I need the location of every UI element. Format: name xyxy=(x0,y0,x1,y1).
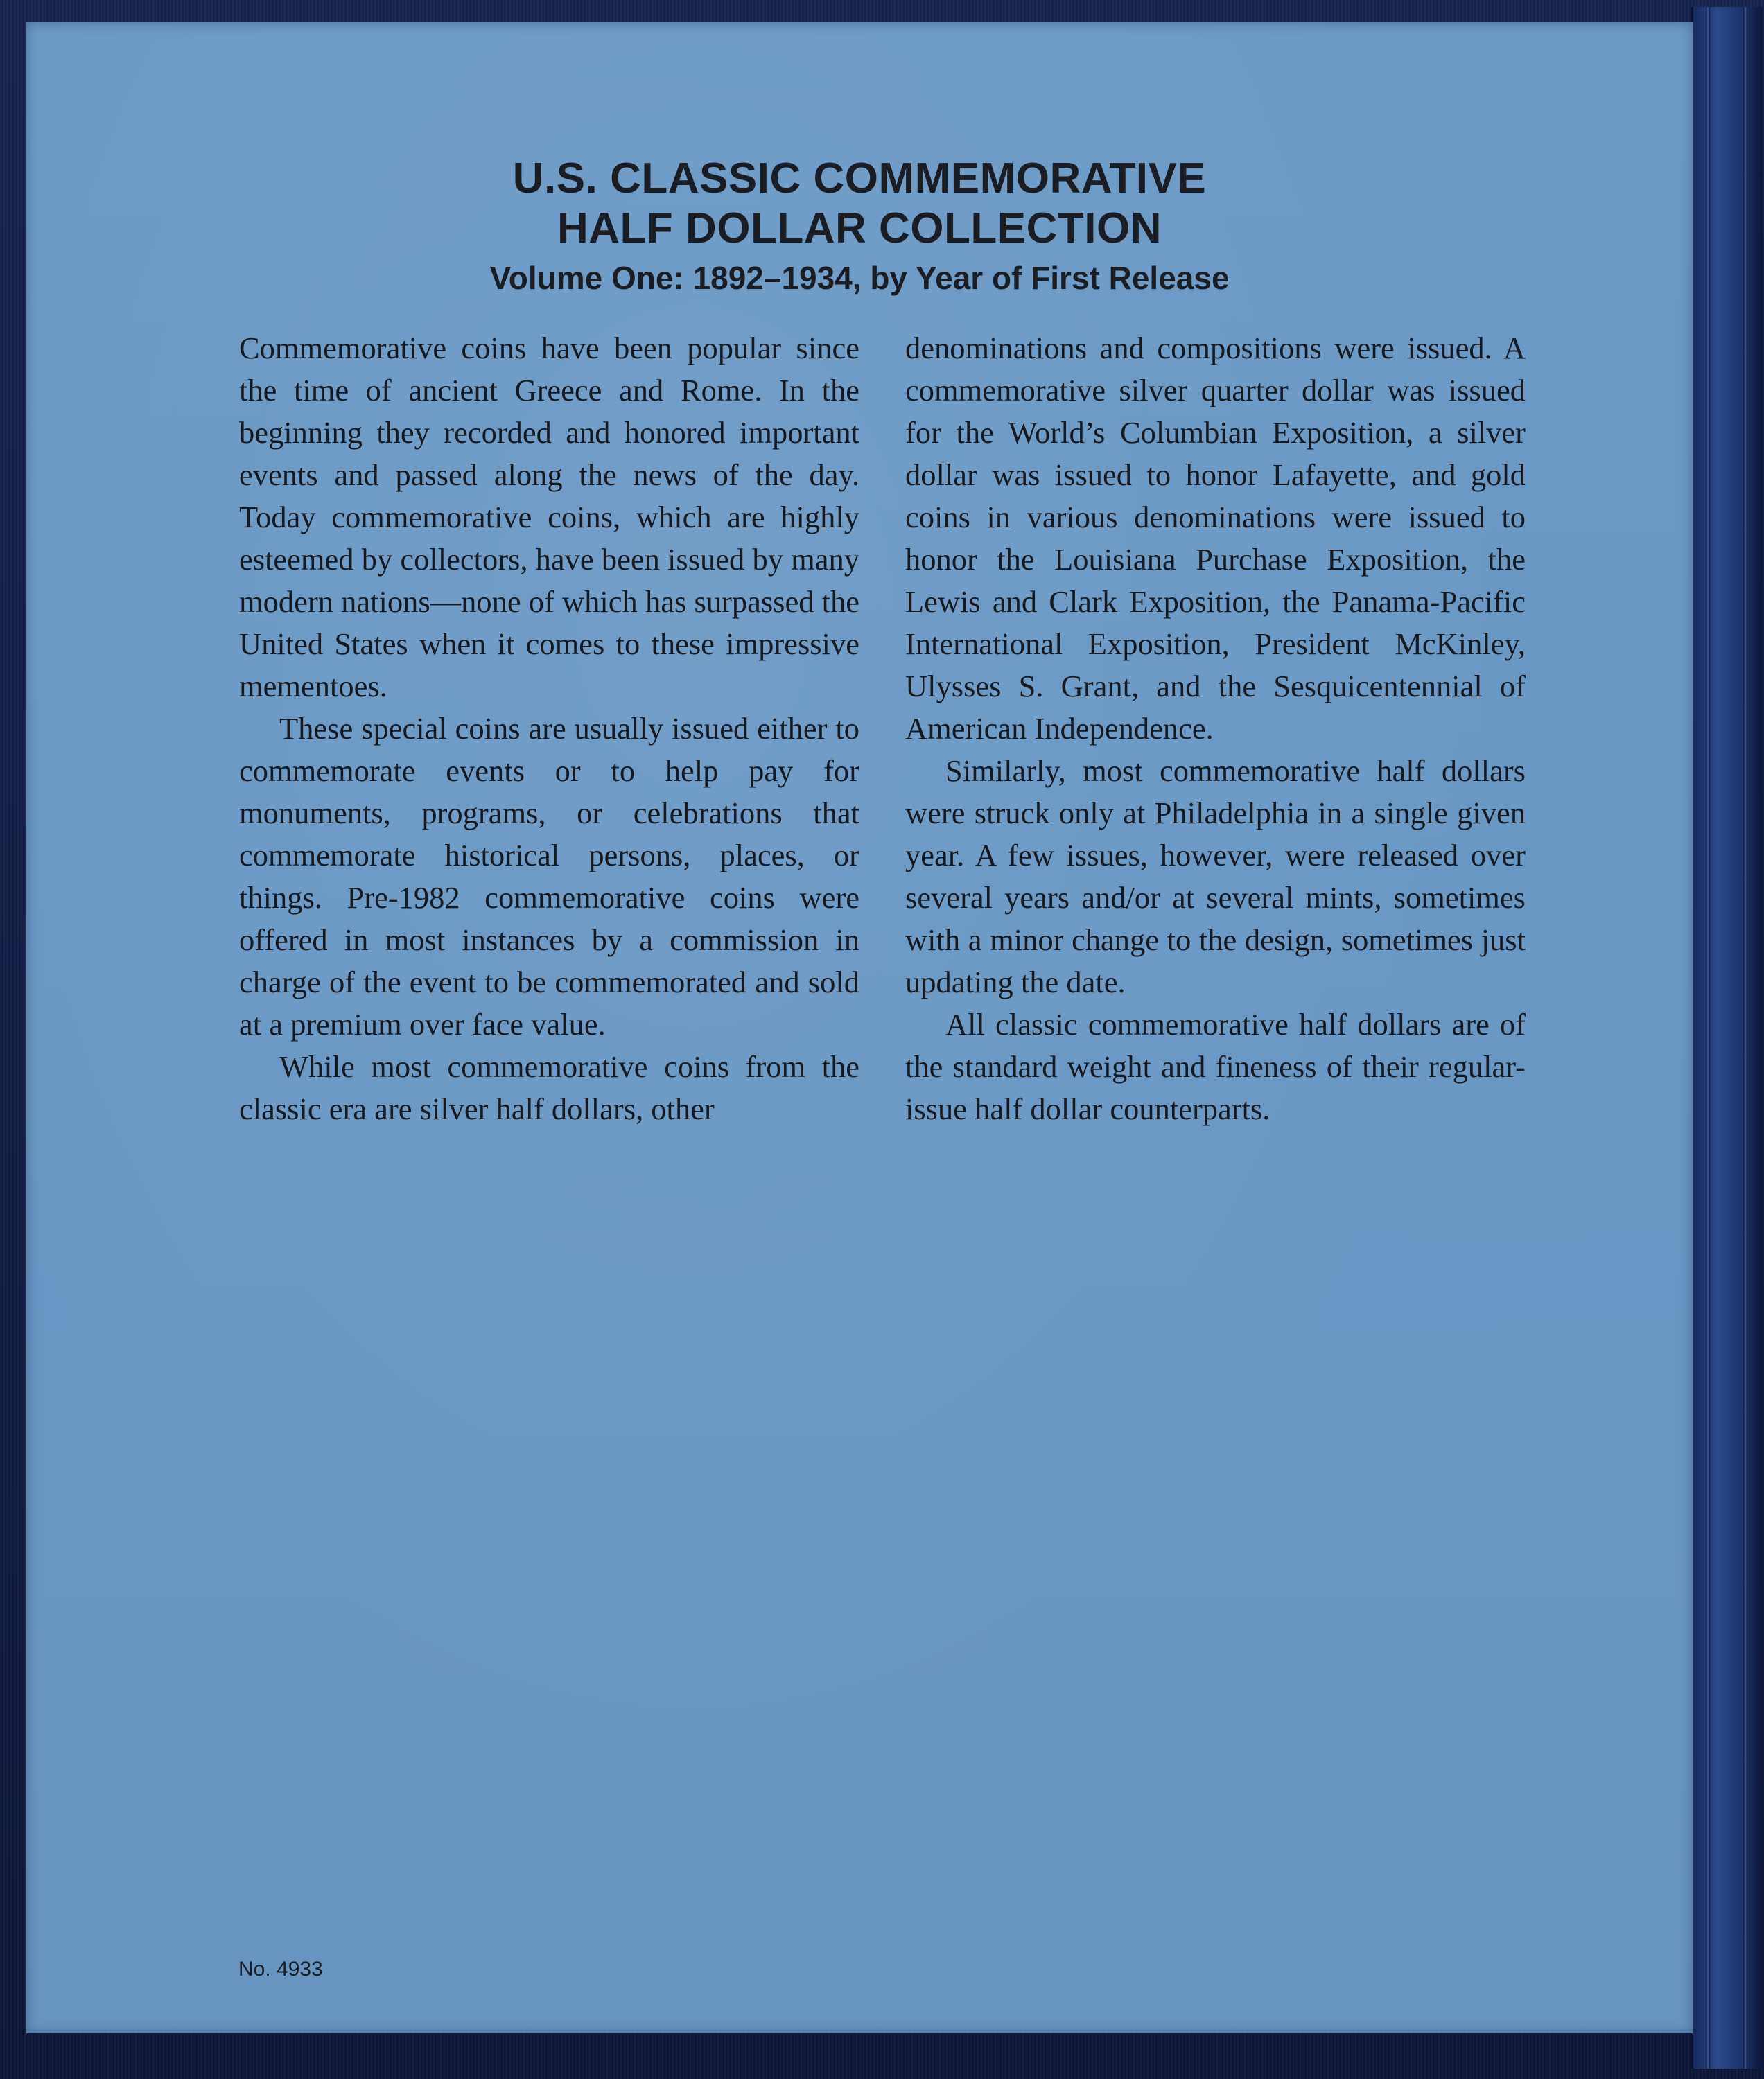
left-text-column xyxy=(239,327,859,1130)
paragraph: Commemorative coins have been popular since the time of ancient Greece and Rome. In the beginning they recorded and honored important events and passed along the news of the day. Today commemorative coins, which are highly esteemed by collectors, have been issued by many modern nations—none of which has surpassed the United States when it comes to these impressive mementoes. xyxy=(239,331,859,703)
back-cover xyxy=(26,22,1693,2033)
cover-subtitle: Volume One: 1892–1934, by Year of First Release xyxy=(489,260,1230,296)
cover-title-line-1: U.S. CLASSIC COMMEMORATIVE xyxy=(512,155,1207,202)
paragraph: These special coins are usually issued either to commemorate events or to help pay for monuments, programs, or celebrations that commemorate historical persons, places, or things. Pre-1982 commemorative coins were offered in most instances by a commission in charge of the event to be commemorated and sold at a premium over face value. xyxy=(239,711,859,1042)
spine-groove xyxy=(1743,7,1747,2069)
paragraph: All classic commemorative half dollars are of the standard weight and fineness of their regular-issue half dollar counterparts. xyxy=(905,1007,1526,1126)
right-text-column xyxy=(905,327,1526,1130)
paragraph: Similarly, most commemorative half dollars were struck only at Philadelphia in a single given year. A few issues, however, were released over several years and/or at several mints, sometimes with a minor change to the design, sometimes just updating the date. xyxy=(905,753,1526,999)
paragraph: While most commemorative coins from the classic era are silver half dollars, other xyxy=(239,1049,859,1126)
book-spine xyxy=(1691,7,1763,2069)
paragraph: denominations and compositions were issued. A commemorative silver quarter dollar was issued for the World’s Columbian Exposition, a silver dollar was issued to honor Lafayette, and gold coins in various denominations were issued to honor the Louisiana Purchase Exposition, the Lewis and Clark Exposition, the Panama-Pacific International Exposition, President McKinley, Ulysses S. Grant, and the Sesquicentennial of American Independence. xyxy=(905,331,1526,746)
spine-groove xyxy=(1706,7,1710,2069)
catalog-number: No. 4933 xyxy=(238,1958,323,1981)
cover-title-line-2: HALF DOLLAR COLLECTION xyxy=(557,204,1162,252)
